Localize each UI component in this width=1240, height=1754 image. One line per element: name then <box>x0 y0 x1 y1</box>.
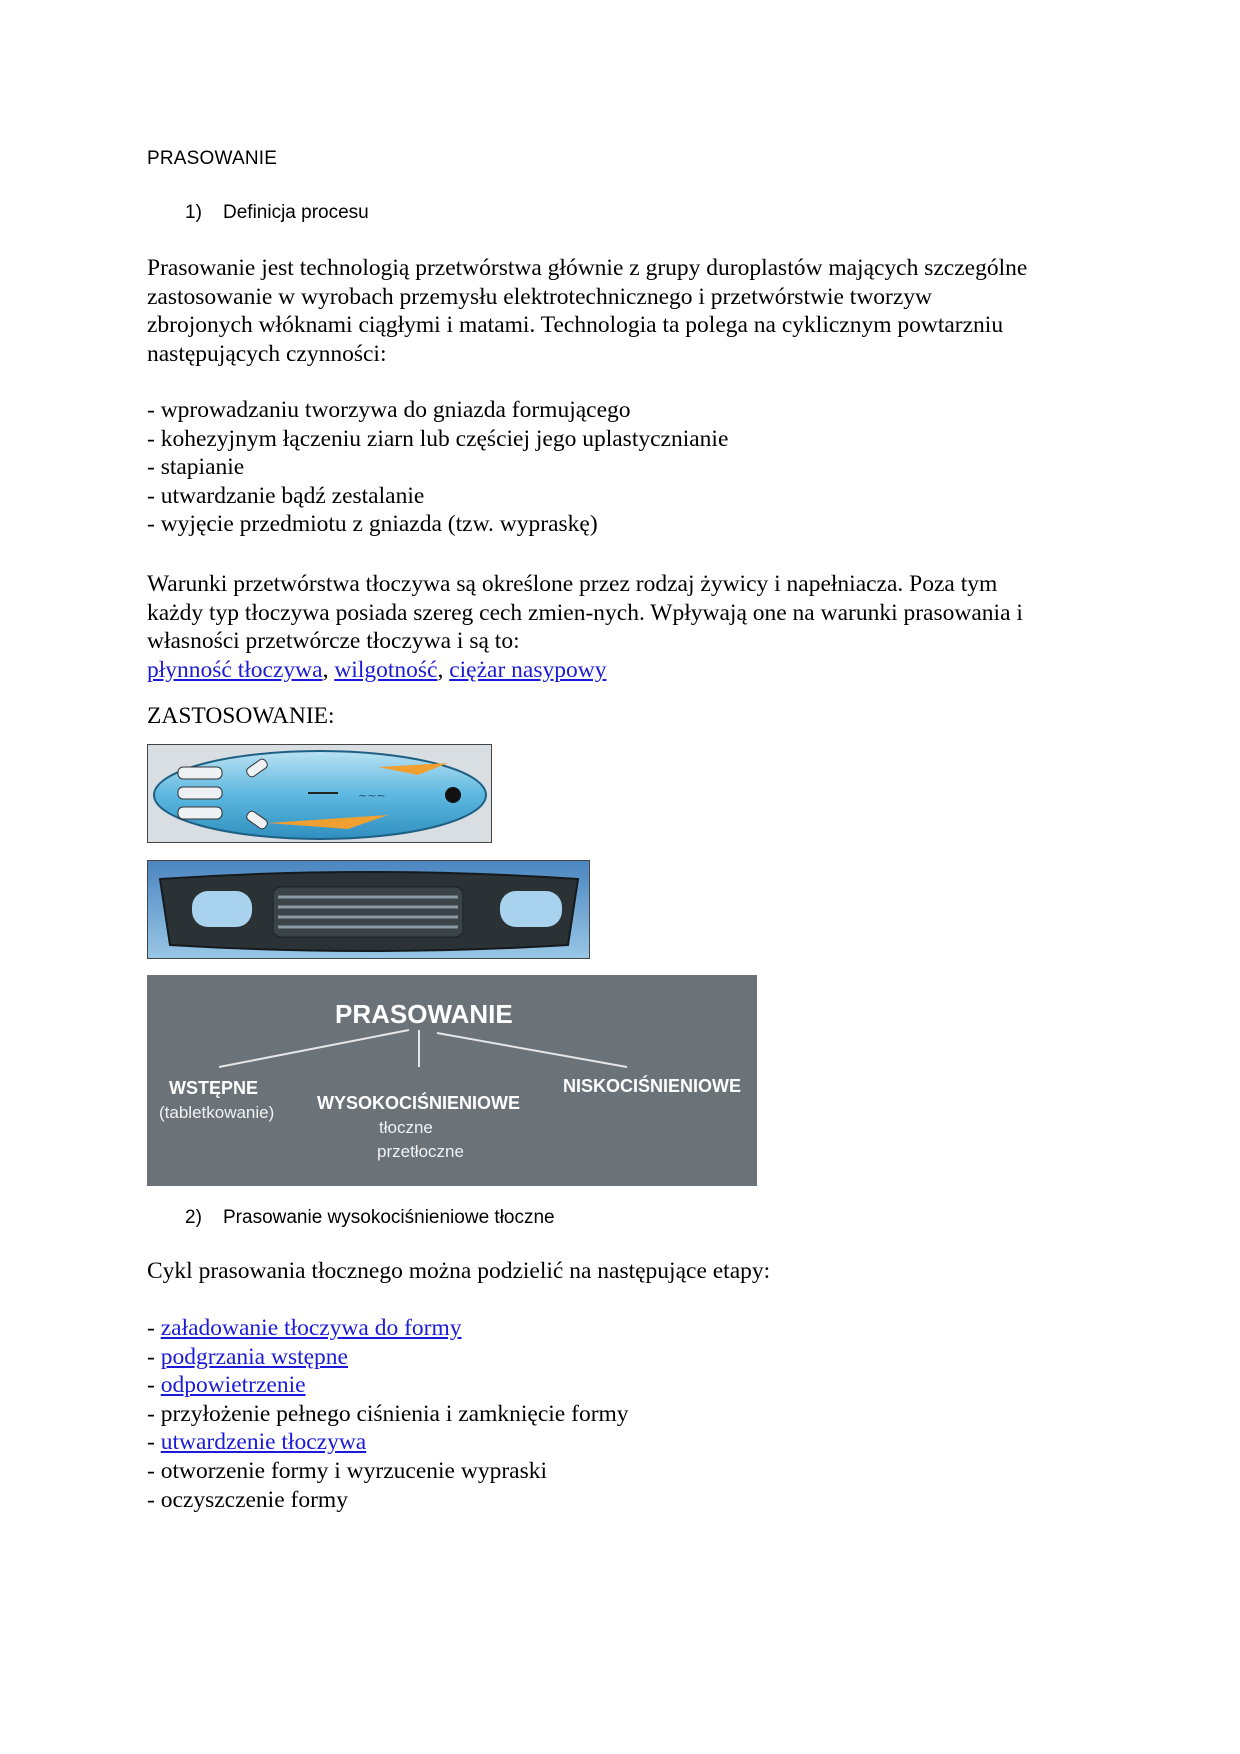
car-bumper-graphic <box>148 861 590 959</box>
list-item: - utwardzanie bądź zestalanie <box>147 482 425 509</box>
list-item <box>147 1371 1097 1400</box>
text-line: następujących czynności: <box>147 340 387 367</box>
bullet: - <box>147 1457 161 1484</box>
bullet: - <box>147 1315 161 1341</box>
section-number: 2) <box>185 1207 202 1228</box>
list-item <box>147 1428 1097 1457</box>
car-bumper-image <box>147 860 590 959</box>
process-classification-diagram <box>147 975 757 1186</box>
bullet: - <box>147 1343 161 1370</box>
list-item <box>147 1314 1097 1343</box>
list-text: oczyszczenie formy <box>160 1486 348 1513</box>
text-line: zastosowanie w wyrobach przemysłu elektrotechnicznego i przetwórstwie tworzyw <box>147 283 933 310</box>
link-podgrzania[interactable]: podgrzania wstępne <box>160 1343 348 1370</box>
list-item <box>147 1486 1097 1515</box>
cycle-intro: Cykl prasowania tłocznego można podzielić na następujące etapy: <box>147 1258 771 1284</box>
diagram-left-sub: (tabletkowanie) <box>159 1103 275 1122</box>
section-number: 1) <box>185 202 202 223</box>
conditions-paragraph <box>147 570 1097 684</box>
windsurf-board-graphic <box>148 745 492 843</box>
separator: , <box>437 656 450 683</box>
list-item <box>147 1400 1097 1429</box>
list-item: - wprowadzaniu tworzywa do gniazda formującego <box>147 397 631 423</box>
text-line: własności przetwórcze tłoczywa i są to: <box>147 628 520 655</box>
bullet: - <box>147 1486 161 1513</box>
list-text: przyłożenie pełnego ciśnienia i zamknięcie formy <box>160 1400 629 1427</box>
link-utwardzenie[interactable]: utwardzenie tłoczywa <box>160 1429 367 1456</box>
diagram-left-title: WSTĘPNE <box>169 1078 259 1098</box>
link-zaladowanie[interactable]: załadowanie tłoczywa do formy <box>160 1315 462 1341</box>
bullet: - <box>147 1372 161 1399</box>
section-heading-1 <box>185 202 369 224</box>
applications-heading: ZASTOSOWANIE: <box>147 703 335 729</box>
diagram-center-sub1: tłoczne <box>379 1118 433 1137</box>
diagram-center-sub2: przetłoczne <box>377 1142 464 1161</box>
section-label: Prasowanie wysokociśnieniowe tłoczne <box>223 1207 555 1228</box>
diagram-right-title: NISKOCIŚNIENIOWE <box>563 1076 742 1096</box>
properties-links-line <box>147 656 1097 685</box>
link-wilgotnosc[interactable]: wilgotność <box>334 656 438 683</box>
list-item: - wyjęcie przedmiotu z gniazda (tzw. wypraskę) <box>147 511 598 538</box>
link-odpowietrzenie[interactable]: odpowietrzenie <box>160 1372 306 1399</box>
svg-text:~~~: ~~~ <box>358 789 386 802</box>
text-line: Warunki przetwórstwa tłoczywa są określone przez rodzaj żywicy i napełniacza. Poza tym <box>147 571 998 597</box>
process-steps-list <box>147 396 1097 539</box>
diagram-center-title: WYSOKOCIŚNIENIOWE <box>317 1093 521 1113</box>
list-item <box>147 1457 1097 1486</box>
section-label: Definicja procesu <box>223 202 369 223</box>
link-ciezar-nasypowy[interactable]: ciężar nasypowy <box>449 656 607 683</box>
intro-paragraph <box>147 254 1097 368</box>
link-plynnosc[interactable]: płynność tłoczywa <box>147 656 323 683</box>
list-item: - kohezyjnym łączeniu ziarn lub częściej jego uplastycznianie <box>147 425 729 452</box>
list-item: - stapianie <box>147 454 245 481</box>
bullet: - <box>147 1429 161 1456</box>
text-line: zbrojonych włóknami ciągłymi i matami. Technologia ta polega na cyklicznym powtarzniu <box>147 312 1004 339</box>
bullet: - <box>147 1400 161 1427</box>
diagram-root-label: PRASOWANIE <box>335 999 513 1029</box>
text-line: każdy typ tłoczywa posiada szereg cech zmien-nych. Wpływają one na warunki prasowania i <box>147 599 1023 626</box>
document-title: PRASOWANIE <box>147 148 278 169</box>
list-text: otworzenie formy i wyrzucenie wypraski <box>160 1457 548 1484</box>
windsurf-board-image <box>147 744 492 843</box>
section-heading-2 <box>185 1207 555 1229</box>
cycle-steps-list <box>147 1314 1097 1514</box>
separator: , <box>322 656 335 683</box>
text-line: Prasowanie jest technologią przetwórstwa głównie z grupy duroplastów mających szczególne <box>147 255 1028 281</box>
list-item <box>147 1343 1097 1372</box>
